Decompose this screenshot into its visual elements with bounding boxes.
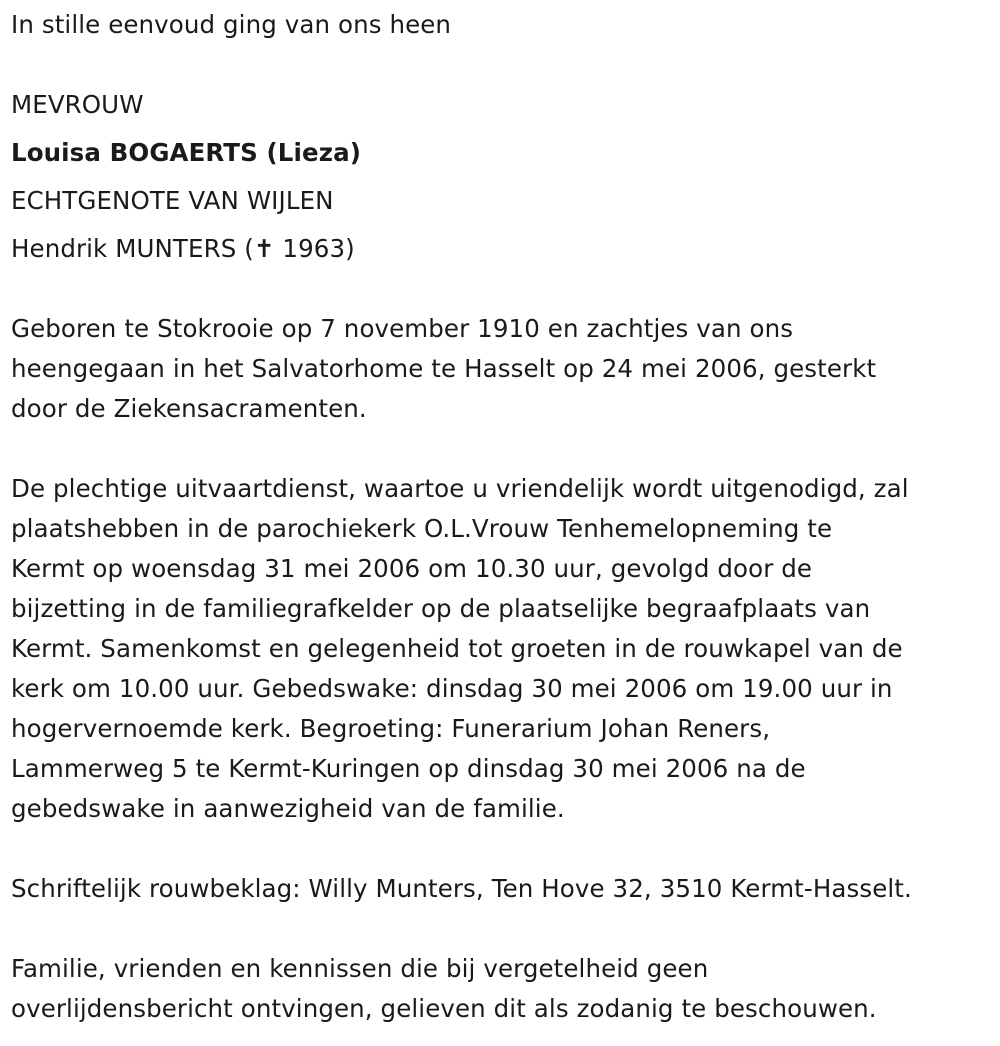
paragraph-line: overlijdensbericht ontvingen, gelieven dit als zodanig te beschouwen. (11, 994, 877, 1023)
paragraph-line: plaatshebben in de parochiekerk O.L.Vrouw Tenhemelopneming te (11, 514, 833, 543)
closing-paragraph (11, 949, 986, 1029)
paragraph-line: Kermt. Samenkomst en gelegenheid tot groeten in de rouwkapel van de (11, 634, 903, 663)
title-text: MEVROUW (11, 90, 144, 119)
paragraph-line: De plechtige uitvaartdienst, waartoe u vriendelijk wordt uitgenodigd, zal (11, 474, 909, 503)
deceased-name: Louisa BOGAERTS (Lieza) (11, 138, 362, 167)
intro-text: In stille eenvoud ging van ons heen (11, 10, 452, 39)
paragraph-line: door de Ziekensacramenten. (11, 394, 367, 423)
paragraph-line: kerk om 10.00 uur. Gebedswake: dinsdag 30 mei 2006 om 19.00 uur in (11, 674, 893, 703)
paragraph-line: hogervernoemde kerk. Begroeting: Funerarium Johan Reners, (11, 714, 771, 743)
service-paragraph (11, 469, 986, 829)
relation-text: ECHTGENOTE VAN WIJLEN (11, 186, 334, 215)
paragraph-line: bijzetting in de familiegrafkelder op de plaatselijke begraafplaats van (11, 594, 871, 623)
condolence-text: Schriftelijk rouwbeklag: Willy Munters, Ten Hove 32, 3510 Kermt-Hasselt. (11, 874, 912, 903)
birth-paragraph (11, 309, 986, 429)
paragraph-line: Lammerweg 5 te Kermt-Kuringen op dinsdag 30 mei 2006 na de (11, 754, 806, 783)
spouse-text: Hendrik MUNTERS (✝ 1963) (11, 234, 355, 263)
paragraph-line: Geboren te Stokrooie op 7 november 1910 en zachtjes van ons (11, 314, 794, 343)
paragraph-line: gebedswake in aanwezigheid van de familie. (11, 794, 565, 823)
paragraph-line: heengegaan in het Salvatorhome te Hasselt op 24 mei 2006, gesterkt (11, 354, 877, 383)
paragraph-line: Kermt op woensdag 31 mei 2006 om 10.30 uur, gevolgd door de (11, 554, 813, 583)
paragraph-line: Familie, vrienden en kennissen die bij vergetelheid geen (11, 954, 709, 983)
